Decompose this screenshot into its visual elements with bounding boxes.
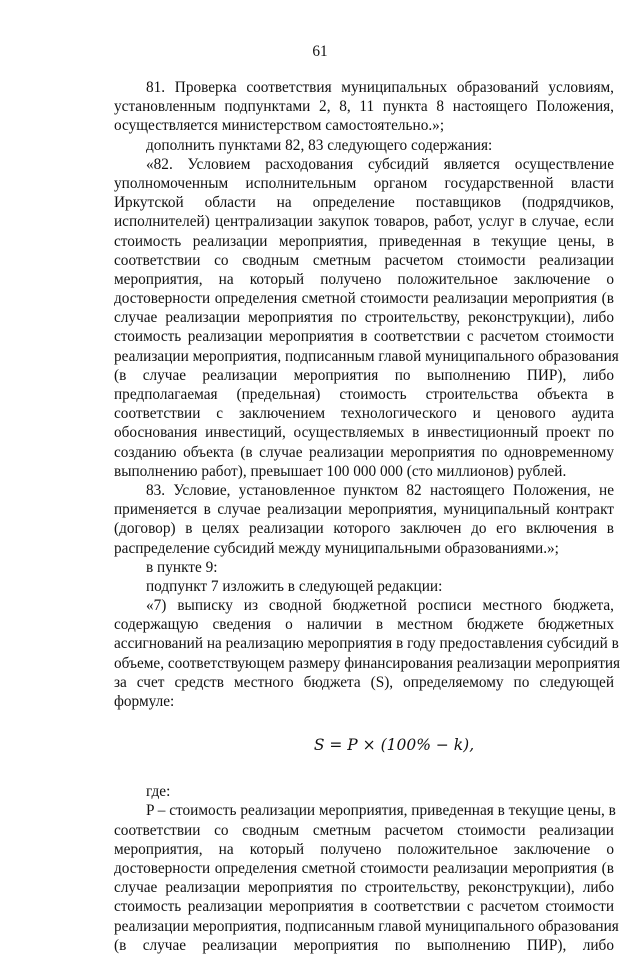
- text-line: P – стоимость реализации мероприятия, приведенная в текущие цены, в: [146, 802, 616, 820]
- text-line: достоверности определения сметной стоимости реализации мероприятия (в: [114, 859, 614, 877]
- text-line: достоверности определения сметной стоимости реализации мероприятия (в: [114, 290, 614, 308]
- text-line: мероприятия, на который получено положительное заключение о: [114, 840, 614, 858]
- text-line: выполнению работ), превышает 100 000 000 (сто миллионов) рублей.: [114, 462, 567, 480]
- text-line: (в случае реализации мероприятия по выполнению ПИР), либо: [114, 366, 614, 384]
- text-line: Иркутской области на определение поставщиков (подрядчиков,: [114, 194, 614, 212]
- text-line: исполнителей) централизации закупок товаров, работ, услуг в случае, если: [114, 213, 614, 231]
- text-line: распределение субсидий между муниципальными образованиями.»;: [114, 539, 559, 557]
- text-line: обоснования инвестиций, осуществляемых в инвестиционный проект по: [114, 424, 614, 442]
- text-line: соответствии со сводным сметным расчетом стоимости реализации: [114, 821, 614, 839]
- text-line: применяется в случае реализации мероприятия, муниципальный контракт: [114, 501, 614, 519]
- text-line: ассигнований на реализацию мероприятия в году предоставления субсидий в: [114, 635, 619, 653]
- text-block-after-formula: [114, 782, 619, 955]
- text-line: дополнить пунктами 82, 83 следующего содержания:: [146, 136, 493, 154]
- document-body: [114, 78, 621, 955]
- text-line: содержащую сведения о наличии в местном бюджете бюджетных: [114, 616, 614, 634]
- text-block-main: [114, 78, 621, 711]
- text-line: подпункт 7 изложить в следующей редакции:: [146, 577, 443, 595]
- text-line: «82. Условием расходования субсидий является осуществление: [146, 155, 614, 173]
- text-line: соответствии со сводным сметным расчетом стоимости реализации: [114, 251, 614, 269]
- text-line: стоимость реализации мероприятия в соответствии с расчетом стоимости: [114, 898, 614, 916]
- text-line: осуществляется министерством самостоятельно.»;: [114, 117, 445, 135]
- text-line: 83. Условие, установленное пунктом 82 настоящего Положения, не: [146, 481, 614, 499]
- text-line: стоимость реализации мероприятия, приведенная в текущие цены, в: [114, 232, 614, 250]
- text-line: уполномоченным исполнительным органом государственной власти: [114, 174, 614, 192]
- formula: S = P × (100% − k),: [313, 736, 475, 755]
- text-line: стоимость реализации мероприятия в соответствии с расчетом стоимости: [114, 328, 614, 346]
- text-line: где:: [146, 783, 171, 801]
- text-line: объеме, соответствующем размеру финансирования реализации мероприятия: [114, 654, 621, 672]
- text-line: соответствии с заключением технологического и ценового аудита: [114, 405, 614, 423]
- text-line: в пункте 9:: [146, 558, 218, 576]
- text-line: (в случае реализации мероприятия по выполнению ПИР), либо: [114, 936, 614, 954]
- page-number: 61: [312, 43, 328, 60]
- text-line: за счет средств местного бюджета (S), определяемому по следующей: [114, 673, 614, 691]
- text-line: установленным подпунктами 2, 8, 11 пункта 8 настоящего Положения,: [114, 98, 614, 116]
- text-line: реализации мероприятия, подписанным главой муниципального образования: [114, 917, 619, 935]
- text-line: созданию объекта (в случае реализации мероприятия по одновременному: [114, 443, 614, 461]
- text-line: 81. Проверка соответствия муниципальных образований условиям,: [146, 79, 614, 96]
- text-line: (договор) в целях реализации которого заключен до его включения в: [114, 520, 614, 538]
- text-line: случае реализации мероприятия по строительству, реконструкции), либо: [114, 309, 614, 327]
- text-line: формуле:: [114, 693, 175, 710]
- text-line: мероприятия, на который получено положительное заключение о: [114, 270, 614, 288]
- text-line: реализации мероприятия, подписанным главой муниципального образования: [114, 347, 619, 365]
- text-line: случае реализации мероприятия по строительству, реконструкции), либо: [114, 879, 614, 897]
- text-line: предполагаемая (предельная) стоимость строительства объекта в: [114, 386, 614, 403]
- text-line: «7) выписку из сводной бюджетной росписи местного бюджета,: [146, 597, 614, 615]
